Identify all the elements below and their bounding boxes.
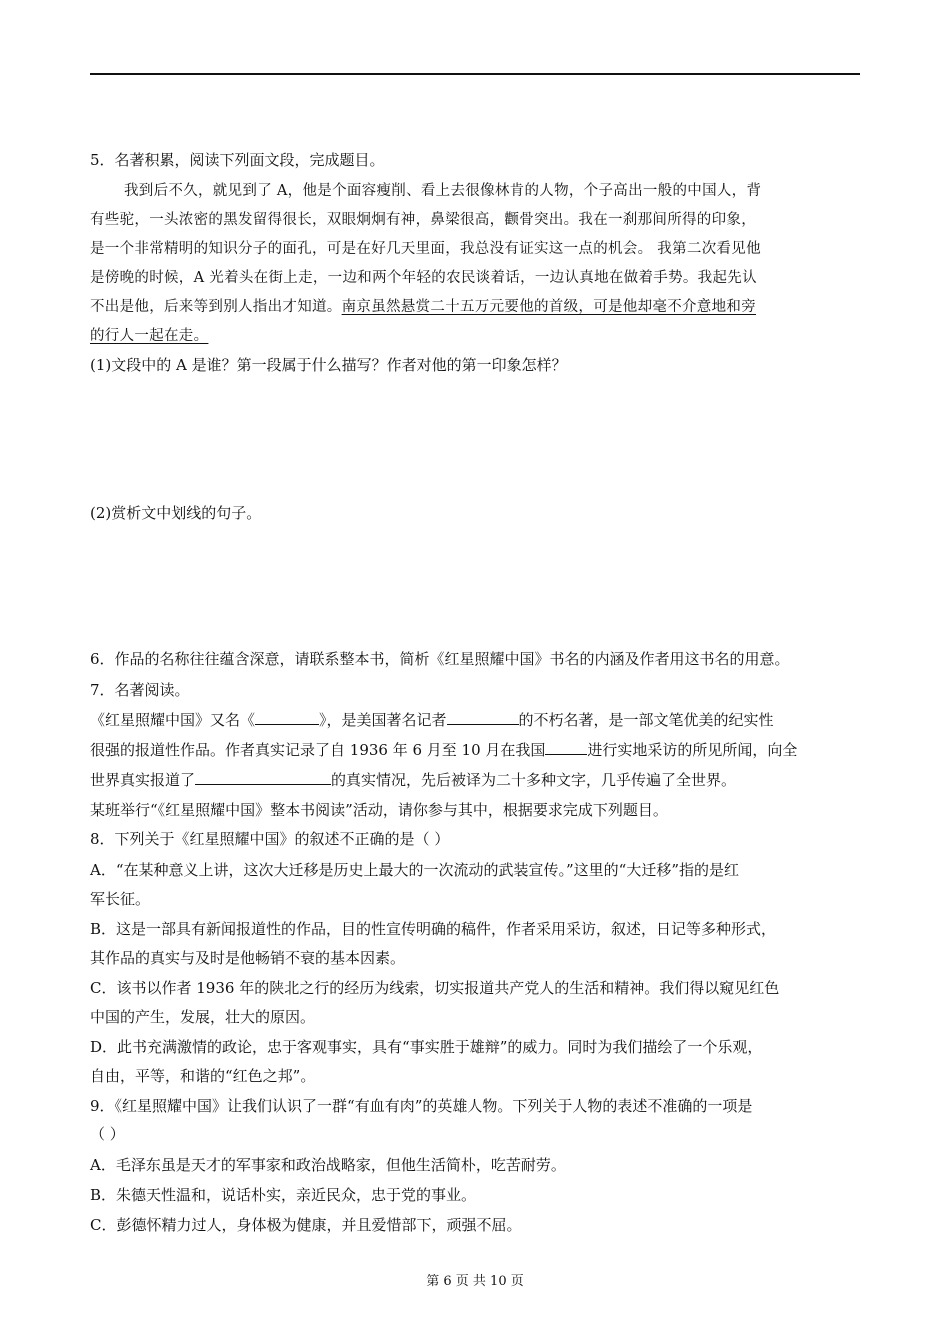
q9-answer-paren: （ ） <box>90 1125 125 1143</box>
header-rule <box>90 73 860 75</box>
q8-option-c-cont: 中国的产生，发展，壮大的原因。 <box>90 1008 316 1026</box>
q8-option-b-cont: 其作品的真实与及时是他畅销不衰的基本因素。 <box>90 949 406 967</box>
q9-option-b: B．朱德天性温和，说话朴实，亲近民众，忠于党的事业。 <box>90 1186 477 1204</box>
q7-text-2a: 很强的报道性作品。作者真实记录了自 1936 年 6 月至 10 月在我国 <box>90 741 546 759</box>
q7-line-2 <box>90 740 797 760</box>
q9-option-a: A．毛泽东虽是天才的军事家和政治战略家，但他生活简朴，吃苦耐劳。 <box>90 1156 566 1174</box>
fill-blank <box>195 770 331 785</box>
q7-line-1 <box>90 710 774 730</box>
q5-passage-line-1: 我到后不久，就见到了 A，他是个面容瘦削、看上去很像林肯的人物，个子高出一般的中国人，背 <box>124 183 762 199</box>
q7-text-3b: 的真实情况，先后被译为二十多种文字，几乎传遍了全世界。 <box>331 771 737 789</box>
q7-line-3 <box>90 770 736 790</box>
q5-passage-line-6 <box>90 326 208 346</box>
q5-passage-text: 不出是他，后来等到别人指出才知道。 <box>90 299 342 315</box>
q5-passage-line-5 <box>90 297 756 317</box>
q7-title: 7．名著阅读。 <box>90 681 190 699</box>
fill-blank <box>545 740 587 755</box>
q8-option-a-cont: 军长征。 <box>90 890 151 908</box>
q5-title: 5．名著积累，阅读下列面文段，完成题目。 <box>90 151 385 169</box>
q9-title: 9．《红星照耀中国》让我们认识了一群“有血有肉”的英雄人物。下列关于人物的表述不准确的一项是 <box>90 1097 753 1115</box>
q7-text-1a: 《红星照耀中国》又名《 <box>90 711 256 729</box>
q8-option-d-cont: 自由，平等，和谐的“红色之邦”。 <box>90 1067 316 1085</box>
q9-option-c: C．彭德怀精力过人，身体极为健康，并且爱惜部下，顽强不屈。 <box>90 1216 522 1234</box>
q7-text-1c: 的不朽名著，是一部文笔优美的纪实性 <box>518 711 774 729</box>
q8-option-c: C．该书以作者 1936 年的陕北之行的经历为线索，切实报道共产党人的生活和精神。我们得以窥见红色 <box>90 979 780 997</box>
q5-passage-line-2: 有些驼，一头浓密的黑发留得很长，双眼炯炯有神，鼻梁很高，颧骨突出。我在一刹那间所得的印象， <box>90 212 756 228</box>
q8-option-a: A．“在某种意义上讲，这次大迁移是历史上最大的一次流动的武装宣传。”这里的“大迁移”指的是红 <box>90 861 740 879</box>
q7-line-4: 某班举行“《红星照耀中国》整本书阅读”活动，请你参与其中，根据要求完成下列题目。 <box>90 801 668 819</box>
q5-passage-line-4: 是傍晚的时候，A 光着头在街上走，一边和两个年轻的农民谈着话，一边认真地在做着手势。我起先认 <box>90 270 757 286</box>
q5-sub-question-2: (2)赏析文中划线的句子。 <box>90 504 262 522</box>
fill-blank <box>255 710 319 725</box>
q7-text-3a: 世界真实报道了 <box>90 771 196 789</box>
q7-text-2b: 进行实地采访的所见所闻，向全 <box>587 741 798 759</box>
q5-sub-question-1: (1)文段中的 A 是谁？第一段属于什么描写？作者对他的第一印象怎样？ <box>90 356 567 374</box>
page-number: 第 6 页 共 10 页 <box>426 1274 524 1289</box>
q5-underlined-sentence: 南京虽然悬赏二十五万元要他的首级，可是他却毫不介意地和旁 <box>341 299 757 315</box>
q8-option-d: D．此书充满激情的政论，忠于客观事实，具有“事实胜于雄辩”的威力。同时为我们描绘了一个乐观， <box>90 1038 763 1056</box>
q7-text-1b: 》，是美国著名记者 <box>319 711 447 729</box>
fill-blank <box>447 710 519 725</box>
q5-underlined-sentence-end: 的行人一起在走。 <box>90 328 209 344</box>
q8-title: 8．下列关于《红星照耀中国》的叙述不正确的是（ ） <box>90 830 450 848</box>
q8-option-b: B．这是一部具有新闻报道性的作品，目的性宣传明确的稿件，作者采用采访，叙述，日记等多种形式， <box>90 920 777 938</box>
question-6: 6．作品的名称往往蕴含深意，请联系整本书，简析《红星照耀中国》书名的内涵及作者用这书名的用意。 <box>90 650 790 668</box>
q5-passage-line-3: 是一个非常精明的知识分子的面孔，可是在好几天里面，我总没有证实这一点的机会。 我第二次看见他 <box>90 241 761 257</box>
